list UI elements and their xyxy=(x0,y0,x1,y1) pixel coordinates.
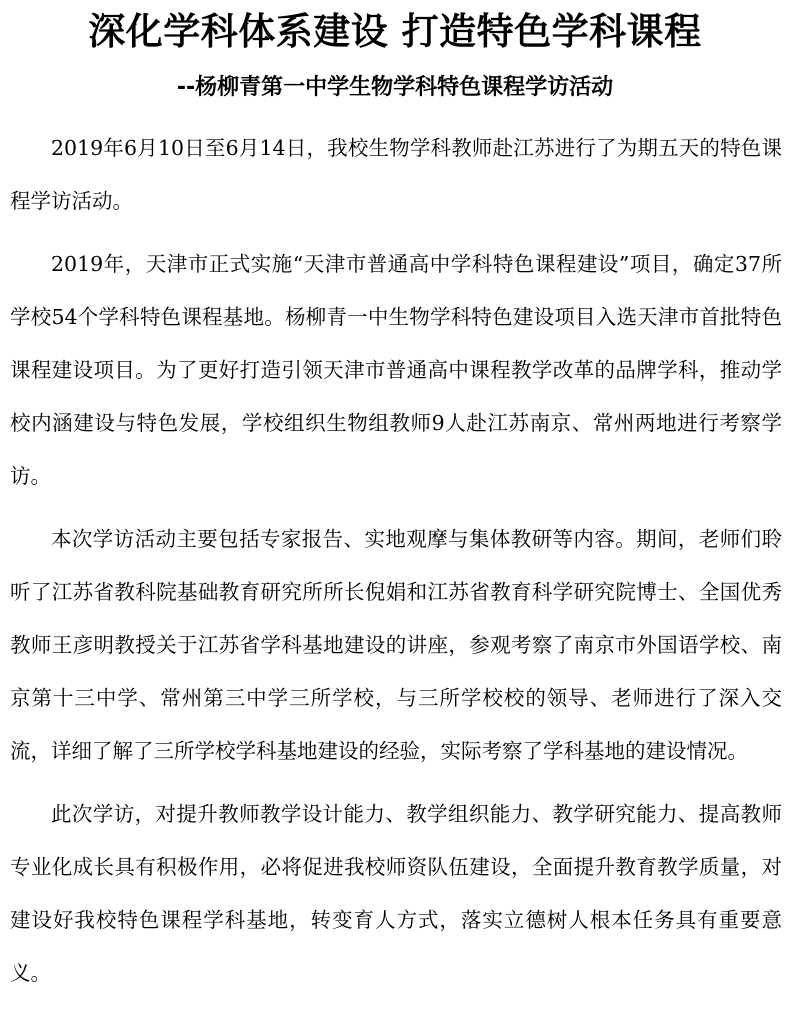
document-title: 深化学科体系建设 打造特色学科课程 xyxy=(88,10,702,53)
paragraph-4: 此次学访，对提升教师教学设计能力、教学组织能力、教学研究能力、提高教师专业化成长具有积极作用，必将促进我校师资队伍建设，全面提升教育教学质量，对建设好我校特色课程学科基地，转变育人方式，落实立德树人根本任务具有重要意义。 xyxy=(10,802,782,985)
document-subtitle: --杨柳青第一中学生物学科特色课程学访活动 xyxy=(176,75,614,100)
document-body xyxy=(10,122,782,1010)
paragraph-2: 2019年，天津市正式实施“天津市普通高中学科特色课程建设”项目，确定37所学校54个学科特色课程基地。杨柳青一中生物学科特色建设项目入选天津市首批特色课程建设项目。为了更好打造引领天津市普通高中课程教学改革的品牌学科，推动学校内涵建设与特色发展，学校组织生物组教师9人赴江苏南京、常州两地进行考察学访。 xyxy=(10,252,782,488)
paragraph-1: 2019年6月10日至6月14日，我校生物学科教师赴江苏进行了为期五天的特色课程学访活动。 xyxy=(10,136,782,213)
paragraph-3: 本次学访活动主要包括专家报告、实地观摩与集体教研等内容。期间，老师们聆听了江苏省教科院基础教育研究所所长倪娟和江苏省教育科学研究院博士、全国优秀教师王彦明教授关于江苏省学科基地建设的讲座，参观考察了南京市外国语学校、南京第十三中学、常州第三中学三所学校，与三所学校校的领导、老师进行了深入交流，详细了解了三所学校学科基地建设的经验，实际考察了学科基地的建设情况。 xyxy=(10,527,782,763)
